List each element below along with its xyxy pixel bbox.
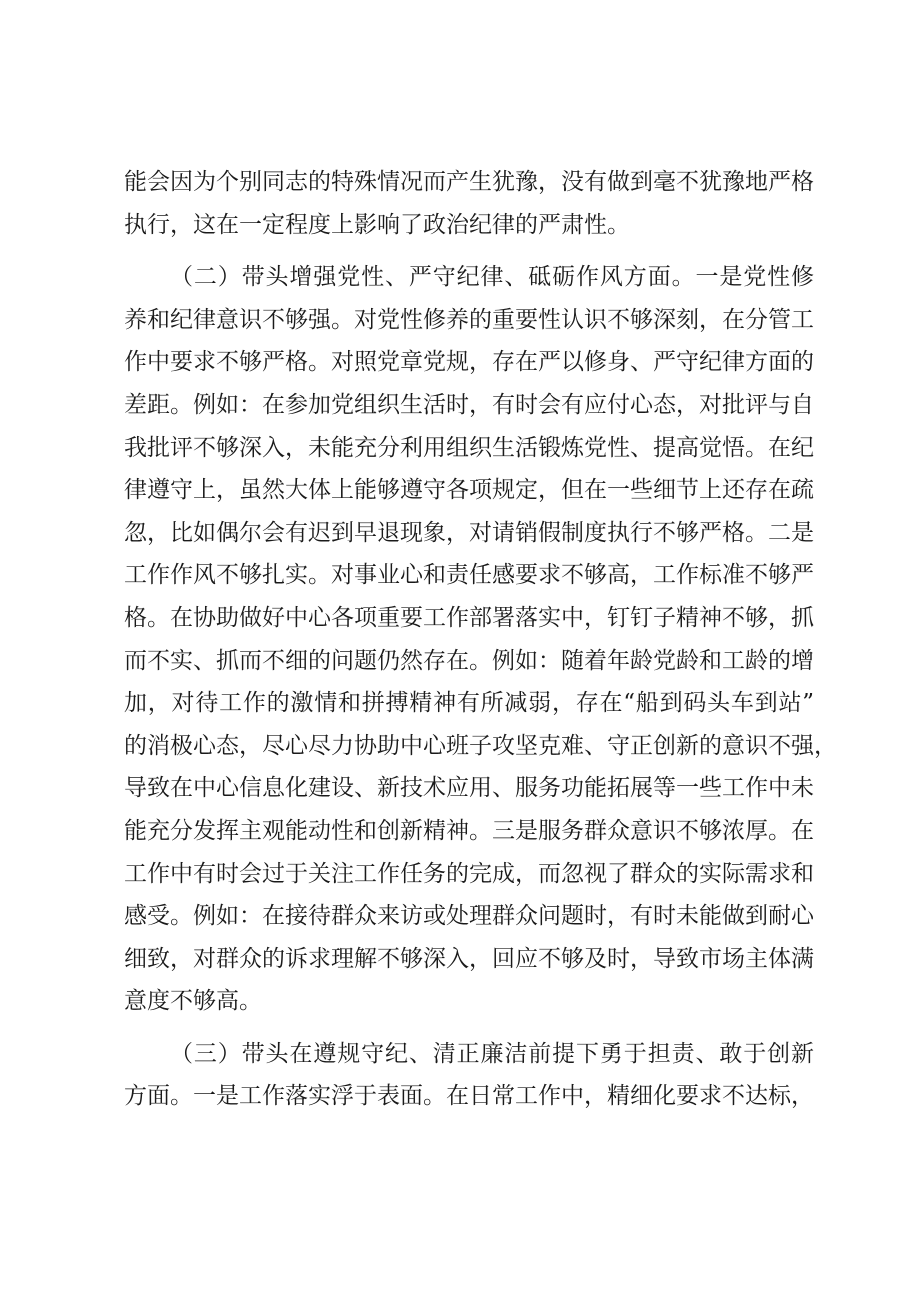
text-line: 律遵守上，虽然大体上能够遵守各项规定，但在一些细节上还存在疏 [124, 477, 814, 504]
paragraph-continuation [124, 161, 814, 246]
text-line: 感受。例如：在接待群众来访或处理群众问题时，有时未能做到耐心 [124, 903, 814, 930]
text-line: 养和纪律意识不够强。对党性修养的重要性认识不够深刻，在分管工 [124, 306, 814, 333]
text-line: 导致在中心信息化建设、新技术应用、服务功能拓展等一些工作中未 [124, 775, 814, 802]
text-line: 我批评不够深入，未能充分利用组织生活锻炼党性、提高觉悟。在纪 [124, 434, 814, 461]
section-2-heading-line: （二）带头增强党性、严守纪律、砥砺作风方面。一是党性修 [170, 264, 814, 291]
text-line: 作中要求不够严格。对照党章党规，存在严以修身、严守纪律方面的 [124, 349, 814, 376]
text-line: 工作作风不够扎实。对事业心和责任感要求不够高，工作标准不够严 [124, 562, 814, 589]
text-line: 细致，对群众的诉求理解不够深入，回应不够及时，导致市场主体满 [124, 945, 814, 972]
document-body [124, 161, 837, 1118]
paragraph-section-3 [124, 1033, 814, 1118]
text-line: 意度不够高。 [124, 988, 262, 1015]
text-line: 能充分发挥主观能动性和创新精神。三是服务群众意识不够浓厚。在 [124, 817, 814, 844]
text-line: 加，对待工作的激情和拼搏精神有所减弱，存在“船到码头车到站” [124, 690, 814, 717]
section-3-heading-line: （三）带头在遵规守纪、清正廉洁前提下勇于担责、敢于创新 [170, 1040, 814, 1067]
text-line: 工作中有时会过于关注工作任务的完成，而忽视了群众的实际需求和 [124, 860, 814, 887]
text-line: 忽，比如偶尔会有迟到早退现象，对请销假制度执行不够严格。二是 [124, 519, 814, 546]
text-line: 差距。例如：在参加党组织生活时，有时会有应付心态，对批评与自 [124, 391, 814, 418]
text-line: 执行，这在一定程度上影响了政治纪律的严肃性。 [124, 211, 630, 238]
text-line: 方面。一是工作落实浮于表面。在日常工作中，精细化要求不达标， [124, 1083, 814, 1110]
text-line: 的消极心态，尽心尽力协助中心班子攻坚克难、守正创新的意识不强， [124, 732, 837, 759]
text-line: 能会因为个别同志的特殊情况而产生犹豫，没有做到毫不犹豫地严格 [124, 169, 814, 195]
text-line: 格。在协助做好中心各项重要工作部署落实中，钉钉子精神不够，抓 [124, 604, 814, 631]
paragraph-section-2 [124, 256, 837, 1023]
text-line: 而不实、抓而不细的问题仍然存在。例如：随着年龄党龄和工龄的增 [124, 647, 814, 674]
